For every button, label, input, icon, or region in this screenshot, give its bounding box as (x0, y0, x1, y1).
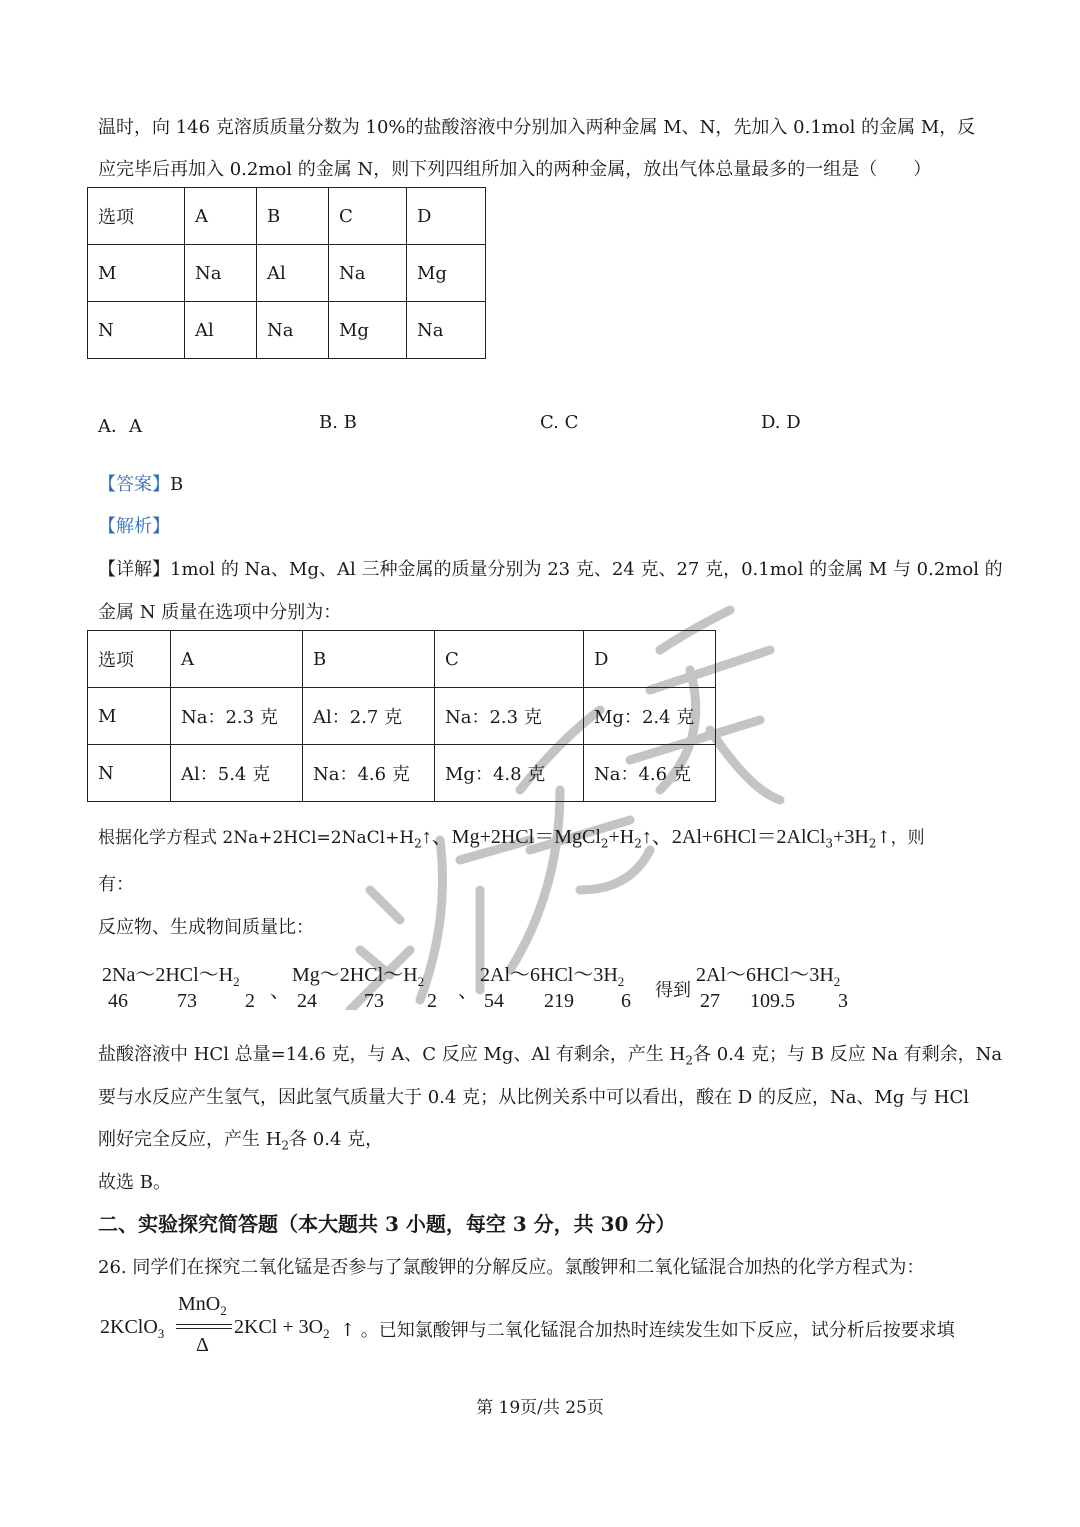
question-line-2: 应完毕后再加入 0.2mol 的金属 N，则下列四组所加入的两种金属，放出气体总量最多的一组是（ ） (98, 159, 932, 180)
ratio-value: 24 (297, 990, 317, 1012)
ratio-formula: Mg～2HCl～H (292, 964, 418, 986)
conclusion-sub: 2 (685, 1053, 693, 1068)
table-cell: A (185, 188, 257, 245)
ratio-sub: 2 (417, 974, 425, 989)
conclusion-text: 各 0.4 克；与 B 反应 Na 有剩余，Na (692, 1044, 1003, 1065)
table-cell: Na：4.6 克 (303, 745, 435, 802)
table-cell: Na (407, 302, 486, 359)
ratio-separator: 、 (270, 978, 290, 1002)
table-cell: 选项 (88, 188, 185, 245)
ratio-value: 54 (484, 990, 504, 1012)
page-footer: 第 19页/共 25页 (476, 1398, 604, 1418)
eq-sub: 2 (868, 836, 877, 851)
table-cell: D (407, 188, 486, 245)
product-sub: 2 (323, 1326, 330, 1341)
table-cell: Al (185, 302, 257, 359)
eq-catalyst (178, 1293, 227, 1319)
conclusion-line-3 (98, 1125, 383, 1153)
ratio-value: 73 (364, 990, 384, 1012)
eq-product (234, 1316, 330, 1342)
table-cell: Al (257, 245, 329, 302)
table-cell: Al：2.7 克 (303, 688, 435, 745)
table-cell: Na (257, 302, 329, 359)
detail-line-2: 金属 N 质量在选项中分别为： (98, 602, 342, 623)
ratio-value: 27 (700, 990, 720, 1012)
answer (98, 470, 183, 496)
table-cell: A (171, 631, 303, 688)
catalyst: MnO (178, 1293, 221, 1315)
detail-label: 【详解】 (98, 559, 170, 580)
conclusion-text: 刚好完全反应，产生 H (98, 1129, 282, 1150)
catalyst-sub: 2 (220, 1303, 227, 1318)
eq-reactant (100, 1316, 164, 1342)
table-cell: Al：5.4 克 (171, 745, 303, 802)
eq-sub: 2 (634, 836, 642, 851)
option-b: B. B (319, 412, 357, 433)
table-cell: Mg (407, 245, 486, 302)
table-cell: Na：2.3 克 (435, 688, 584, 745)
question-line-1: 温时，向 146 克溶质质量分数为 10%的盐酸溶液中分别加入两种金属 M、N，先加入 0.1mol 的金属 M，反 (98, 117, 976, 138)
option-c: C. C (540, 412, 579, 433)
equations-line-2: 有： (98, 874, 134, 895)
conclusion-text: 盐酸溶液中 HCl 总量=14.6 克，与 A、C 反应 Mg、Al 有剩余，产生 H (98, 1044, 686, 1065)
ratio-value: 3 (838, 990, 848, 1012)
eq-text: +3H (833, 826, 869, 848)
reactant: 2KClO (100, 1316, 158, 1338)
answer-value: B (170, 474, 184, 495)
option-d: D. D (761, 412, 801, 433)
answer-label: 【答案】 (98, 474, 170, 495)
table-cell: B (257, 188, 329, 245)
table-cell: M (88, 245, 185, 302)
ratio-value: 6 (621, 990, 631, 1012)
conclusion-sub: 2 (281, 1138, 290, 1153)
q26-tail: ↑ 。已知氯酸钾与二氧化锰混合加热时连续发生如下反应，试分析后按要求填 (340, 1320, 955, 1341)
table-cell: C (435, 631, 584, 688)
detail-text: 1mol 的 Na、Mg、Al 三种金属的质量分别为 23 克、24 克、27 克，0.1mol 的金属 M 与 0.2mol 的 (170, 559, 1003, 580)
ratio-value: 2 (427, 990, 437, 1012)
obtain-label: 得到 (655, 980, 691, 1001)
section-2-title: 二、实验探究简答题（本大题共 3 小题，每空 3 分，共 30 分） (98, 1212, 676, 1236)
ratio-sub: 2 (617, 974, 625, 989)
reactant-sub: 3 (157, 1326, 165, 1341)
table-cell: Mg：2.4 克 (584, 688, 716, 745)
table-cell: N (88, 745, 171, 802)
ratio-separator: 、 (458, 978, 478, 1002)
table-cell: Na (185, 245, 257, 302)
reaction-line (176, 1324, 232, 1325)
ratio-value: 46 (108, 990, 128, 1012)
table-cell: C (329, 188, 407, 245)
eq-text: ↑、Mg+2HCl＝MgCl (421, 826, 601, 848)
ratio-formula: 2Al～6HCl～3H (480, 964, 618, 986)
mass-ratio-label: 反应物、生成物间质量比： (98, 917, 314, 938)
eq-text: +H (608, 826, 635, 848)
conclusion-line-1 (98, 1040, 1002, 1068)
ratio-value: 2 (245, 990, 255, 1012)
table-cell: Na (329, 245, 407, 302)
eq-sub: 3 (825, 836, 834, 851)
table-cell: Na：2.3 克 (171, 688, 303, 745)
detail-line-1 (98, 555, 1003, 581)
mass-table (87, 630, 716, 802)
ratio-sub: 2 (833, 974, 841, 989)
table-cell: Mg (329, 302, 407, 359)
eq-text: 根据化学方程式 2Na+2HCl=2NaCl+H (98, 828, 415, 848)
equations-line (98, 820, 925, 850)
option-a: A．A (98, 416, 142, 437)
eq-text: ↑、2Al+6HCl＝2AlCl (641, 826, 826, 848)
eq-sub: 2 (600, 836, 609, 851)
reaction-line (176, 1328, 232, 1329)
conclusion-line-2: 要与水反应产生氢气，因此氢气质量大于 0.4 克；从比例关系中可以看出，酸在 D 的反应，Na、Mg 与 HCl (98, 1087, 970, 1108)
table-cell: N (88, 302, 185, 359)
ratio-formula: 2Na～2HCl～H (102, 964, 234, 986)
ratio-formula: 2Al～6HCl～3H (696, 964, 834, 986)
table-cell: B (303, 631, 435, 688)
options-table (87, 187, 486, 359)
product: 2KCl + 3O (234, 1316, 324, 1338)
table-cell: D (584, 631, 716, 688)
analysis-label: 【解析】 (98, 516, 170, 537)
ratio-value: 219 (544, 990, 574, 1012)
heat-symbol: Δ (196, 1334, 209, 1356)
ratio-sub: 2 (233, 974, 240, 989)
q26-line-1: 26. 同学们在探究二氧化锰是否参与了氯酸钾的分解反应。氯酸钾和二氧化锰混合加热的化学方程式为： (98, 1257, 925, 1278)
table-cell: Na：4.6 克 (584, 745, 716, 802)
ratio-value: 73 (177, 990, 197, 1012)
table-cell: M (88, 688, 171, 745)
choose-b: 故选 B。 (98, 1172, 171, 1193)
ratio-value: 109.5 (750, 990, 795, 1012)
eq-sub: 2 (414, 836, 422, 851)
table-cell: Mg：4.8 克 (435, 745, 584, 802)
conclusion-text: 各 0.4 克， (289, 1129, 384, 1150)
table-cell: 选项 (88, 631, 171, 688)
eq-text: ↑，则 (876, 828, 925, 848)
